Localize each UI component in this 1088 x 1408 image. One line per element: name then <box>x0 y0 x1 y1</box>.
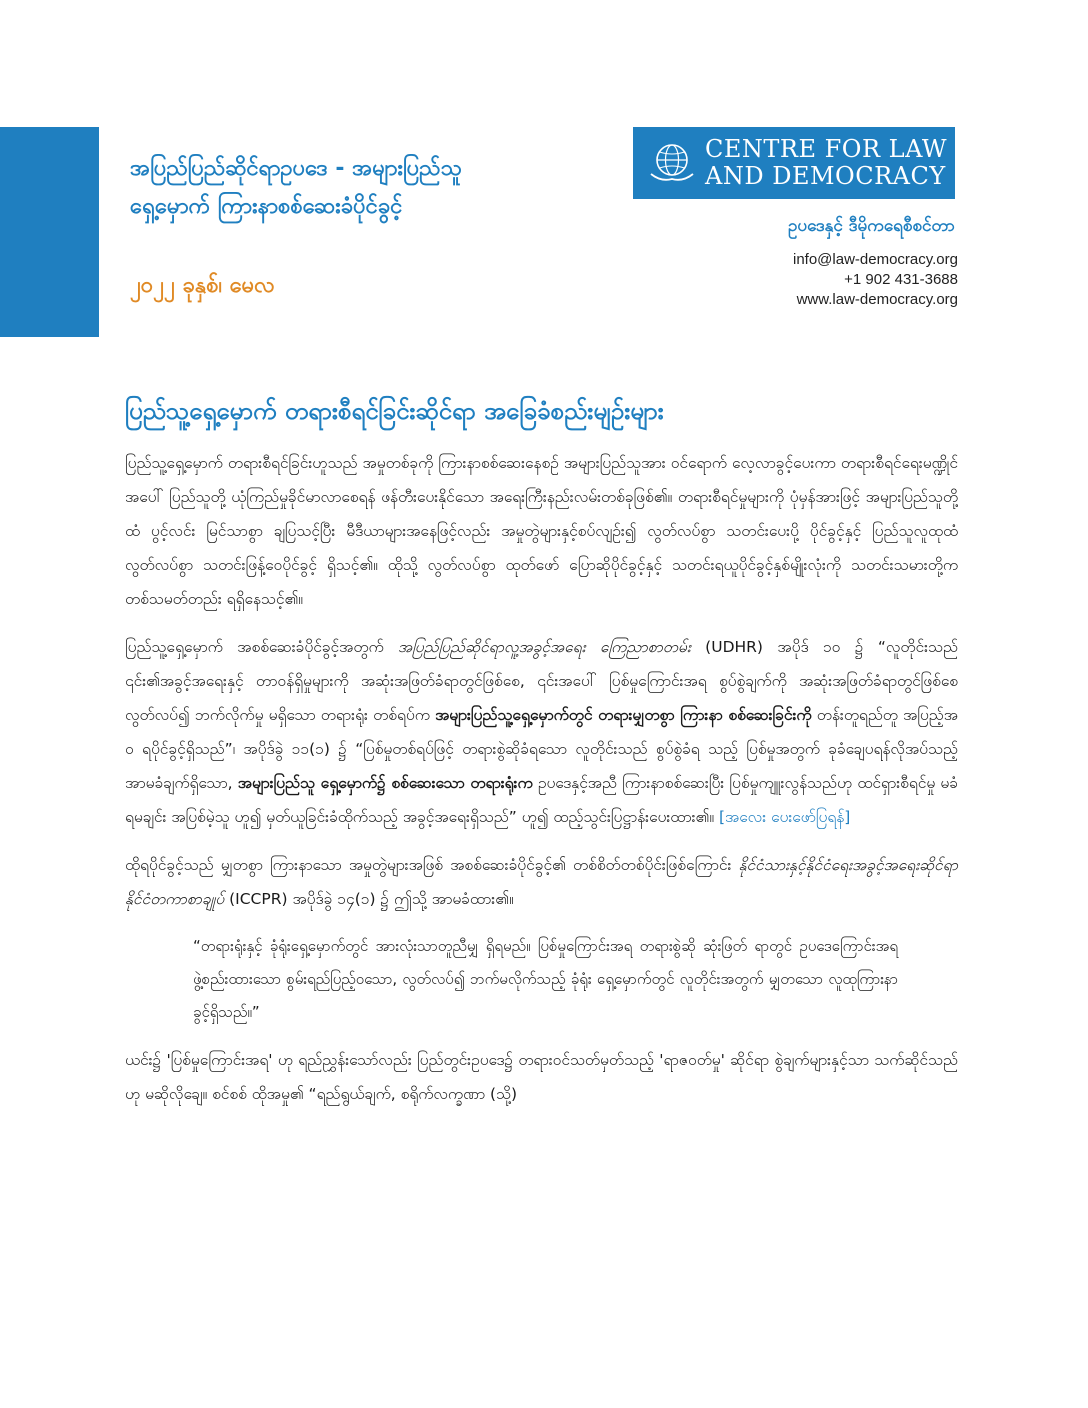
title-line-1: အပြည်ပြည်ဆိုင်ရာဥပဒေ - အများပြည်သူ <box>130 156 462 181</box>
paragraph-4: ယင်း၌ 'ပြစ်မှုကြောင်းအရ' ဟု ရည်ညွှန်းသော်လည်း ပြည်တွင်းဥပဒေ၌ တရားဝင်သတ်မှတ်သည့် 'ရာဇဝတ်မှု' ဆိုင်ရာ စွဲချက်များနှင့်သာ သက်ဆိုင်သည်ဟု မဆိုလိုချေ။ စင်စစ် ထိုအမှု၏ “ရည်ရွယ်ချက်, စရိုက်လက္ခဏာ (သို့) <box>125 1051 958 1103</box>
contact-info <box>793 250 958 310</box>
document-title <box>130 150 600 226</box>
globe-hands-icon <box>647 138 697 188</box>
title-line-2: ရှေ့မှောက် ကြားနာစစ်ဆေးခံပိုင်ခွင့် <box>130 194 403 219</box>
p2-text-1: ပြည်သူ့ရှေ့မှောက် အစစ်ဆေးခံပိုင်ခွင့်အတွက် <box>125 638 399 656</box>
p2-emphasis-2: အများပြည်သူ ရှေ့မှောက်၌ စစ်ဆေးသော တရားရုံးက <box>237 774 533 792</box>
p2-text-2: (UDHR) အပိုဒ် ၁၀ ၌ “လူတိုင်းသည် ၎င်း၏အခွင့်အရေးနှင့် တာဝန်ရှိမှုများကို အဆုံးအဖြတ်ခံရာတွင်ဖြစ်စေ, ၎င်းအပေါ် ပြစ်မှုကြောင်းအရ စွပ်စွဲချက်ကို အဆုံးအဖြတ်ခံရာတွင်ဖြစ်စေ လွတ်လပ်၍ ဘက်လိုက်မှု မရှိသော တရားရုံး တစ်ရပ်က <box>125 638 958 724</box>
paragraph-2 <box>125 630 958 834</box>
side-accent-bar <box>0 127 99 337</box>
section-heading: ပြည်သူ့ရှေ့မှောက် တရားစီရင်ခြင်းဆိုင်ရာ အခြေခံစည်းမျဉ်းများ <box>125 397 664 425</box>
cld-logo <box>633 127 955 199</box>
p3-text-1: ထိုရပိုင်ခွင့်သည် မျှတစွာ ကြားနာသော အမှုတွဲများအဖြစ် အစစ်ဆေးခံပိုင်ခွင့်၏ တစ်စိတ်တစ်ပိုင်းဖြစ်ကြောင်း <box>125 856 739 874</box>
contact-phone: +1 902 431-3688 <box>844 271 958 288</box>
p3-text-2: (ICCPR) အပိုဒ်ခွဲ ၁၄(၁) ၌ ဤသို့ အာမခံထား၏။ <box>224 890 514 908</box>
document-body <box>125 446 958 1125</box>
p2-text-4: ဥပဒေနှင့်အညီ ကြားနာစစ်ဆေးပြီး ပြစ်မှုကျူးလွန်သည်ဟု ထင်ရှားစီရင်မှု မခံရမချင်း အပြစ်မဲ့သူ ဟူ၍ မှတ်ယူခြင်းခံထိုက်သည့် အခွင့်အရေးရှိသည်” ဟူ၍ ထည့်သွင်းပြဋ္ဌာန်းပေးထား၏။ <box>125 774 958 826</box>
contact-email[interactable]: info@law-democracy.org <box>792 251 958 268</box>
logo-wordmark <box>705 136 947 190</box>
p2-text-3: တန်းတူရည်တူ အပြည့်အဝ ရပိုင်ခွင့်ရှိသည်”၊ အပိုဒ်ခွဲ ၁၁(၁) ၌ “ပြစ်မှုတစ်ရပ်ဖြင့် တရားစွဲဆိုခံရသော လူတိုင်းသည် စွပ်စွဲခံရ သည့် ပြစ်မှုအတွက် ခုခံချေပရန်လိုအပ်သည့် အာမခံချက်ရှိသော, <box>125 706 958 792</box>
logo-line-1: CENTRE FOR LAW <box>705 135 948 163</box>
contact-website[interactable]: www.law-democracy.org <box>796 291 958 308</box>
paragraph-3 <box>125 848 958 916</box>
document-date: ၂၀၂၂ ခုနှစ်၊ မေလ <box>130 273 275 298</box>
emphasis-link[interactable]: [အလေး ပေးဖော်ပြရန်] <box>718 808 851 826</box>
iccpr-quote: “တရားရုံးနှင့် ခုံရုံးရှေ့မှောက်တွင် အားလုံးသာတူညီမျှ ရှိရမည်။ ပြစ်မှုကြောင်းအရ တရားစွဲဆို ဆုံးဖြတ် ရာတွင် ဥပဒေကြောင်းအရ ဖွဲ့စည်းထားသော စွမ်းရည်ပြည့်ဝသော, လွတ်လပ်၍ ဘက်မလိုက်သည့် ခုံရုံး ရှေ့မှောက်တွင် လူတိုင်းအတွက် မျှတသော လူထုကြားနာခွင့်ရှိသည်။” <box>193 937 898 1021</box>
p2-emphasis-1: အများပြည်သူ့ရှေ့မှောက်တွင် တရားမျှတစွာ ကြားနာ စစ်ဆေးခြင်းကို <box>435 706 812 724</box>
paragraph-1: ပြည်သူ့ရှေ့မှောက် တရားစီရင်ခြင်းဟူသည် အမှုတစ်ခုကို ကြားနာစစ်ဆေးနေစဉ် အများပြည်သူအား ဝင်ရောက် လေ့လာခွင့်ပေးကာ တရားစီရင်ရေးမဏ္ဍိုင်အပေါ် ပြည်သူတို့ ယုံကြည်မှုခိုင်မာလာစေရန် ဖန်တီးပေးနိုင်သော အရေးကြီးနည်းလမ်းတစ်ခုဖြစ်၏။ တရားစီရင်မှုများကို ပုံမှန်အားဖြင့် အများပြည်သူတို့ထံ ပွင့်လင်း မြင်သာစွာ ချပြသင့်ပြီး မီဒီယာများအနေဖြင့်လည်း အမှုတွဲများနှင့်စပ်လျဉ်း၍ လွတ်လပ်စွာ သတင်းပေးပို့ ပိုင်ခွင့်နှင့် ပြည်သူလူထုထံ လွတ်လပ်စွာ သတင်းဖြန့်ဝေပိုင်ခွင့် ရှိသင့်၏။ ထိုသို့ လွတ်လပ်စွာ ထုတ်ဖော် ပြောဆိုပိုင်ခွင့်နှင့် သတင်းရယူပိုင်ခွင့်နှစ်မျိုးလုံးကို သတင်းသမားတို့က တစ်သမတ်တည်း ရရှိနေသင့်၏။ <box>125 454 958 608</box>
p3-iccpr-title: နိုင်ငံသားနှင့်နိုင်ငံရေးအခွင့်အရေးဆိုင်ရာနိုင်ငံတကာစာချုပ် <box>125 856 958 908</box>
logo-subtitle: ဥပဒေနှင့် ဒီမိုကရေစီစင်တာ <box>788 216 955 236</box>
p2-udhr-title: အပြည်ပြည်ဆိုင်ရာလူ့အခွင့်အရေး ကြေညာစာတမ်း <box>398 638 691 656</box>
logo-line-2: AND DEMOCRACY <box>705 162 946 190</box>
